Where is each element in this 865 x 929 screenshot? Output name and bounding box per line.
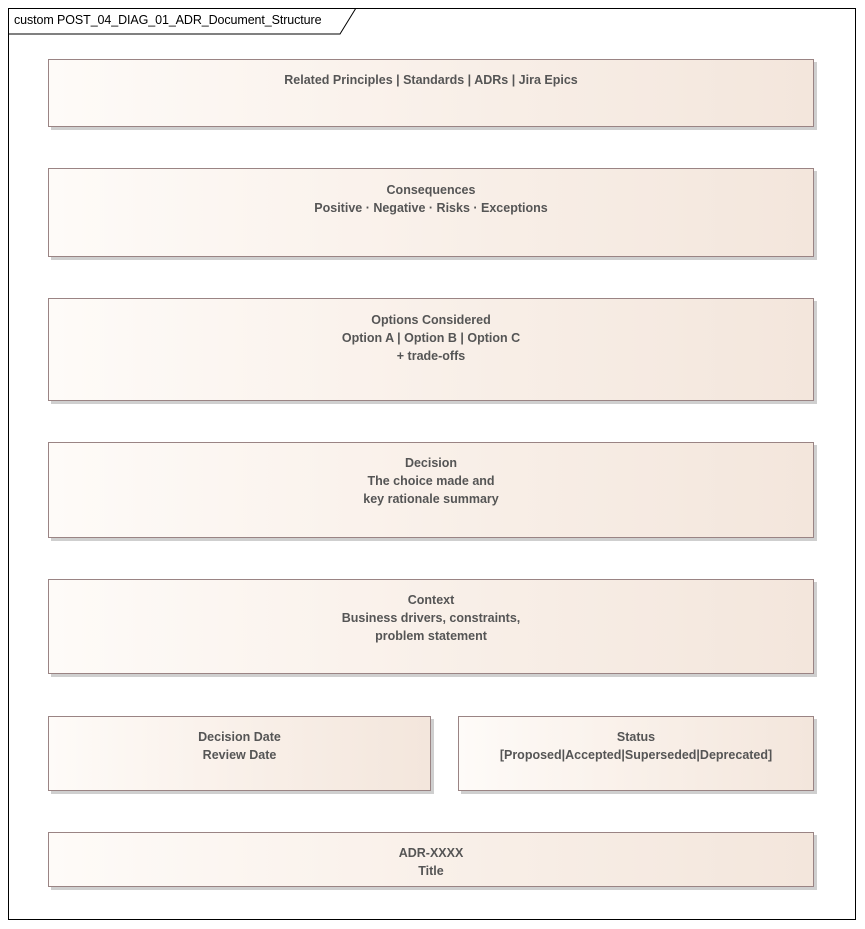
decision-date-label: Decision Date	[198, 730, 281, 744]
decision-line-2: key rationale summary	[363, 492, 499, 506]
decision-line-1: The choice made and	[367, 474, 495, 488]
options-considered-box[interactable]	[48, 298, 814, 401]
options-heading: Options Considered	[371, 313, 491, 327]
decision-box[interactable]	[48, 442, 814, 538]
context-heading: Context	[407, 593, 455, 607]
diagram-title: custom POST_04_DIAG_01_ADR_Document_Structure	[14, 13, 322, 27]
status-heading: Status	[616, 730, 656, 744]
consequences-detail: Positive · Negative · Risks · Exceptions	[314, 201, 548, 215]
decision-heading: Decision	[404, 456, 458, 470]
options-list: Option A | Option B | Option C	[341, 331, 521, 345]
related-links-text: Related Principles | Standards | ADRs | Jira Epics	[284, 73, 578, 87]
status-values: [Proposed|Accepted|Superseded|Deprecated]	[499, 748, 773, 762]
context-box[interactable]	[48, 579, 814, 674]
consequences-heading: Consequences	[386, 183, 476, 197]
consequences-box[interactable]	[48, 168, 814, 257]
review-date-label: Review Date	[202, 748, 277, 762]
status-box[interactable]	[458, 716, 814, 791]
dates-box[interactable]	[48, 716, 431, 791]
related-links-box[interactable]	[48, 59, 814, 127]
adr-title-label: Title	[418, 864, 444, 878]
context-line-2: problem statement	[375, 629, 487, 643]
adr-id: ADR-XXXX	[398, 846, 464, 860]
context-line-1: Business drivers, constraints,	[341, 611, 521, 625]
adr-title-box[interactable]	[48, 832, 814, 887]
options-tradeoffs: + trade-offs	[396, 349, 466, 363]
